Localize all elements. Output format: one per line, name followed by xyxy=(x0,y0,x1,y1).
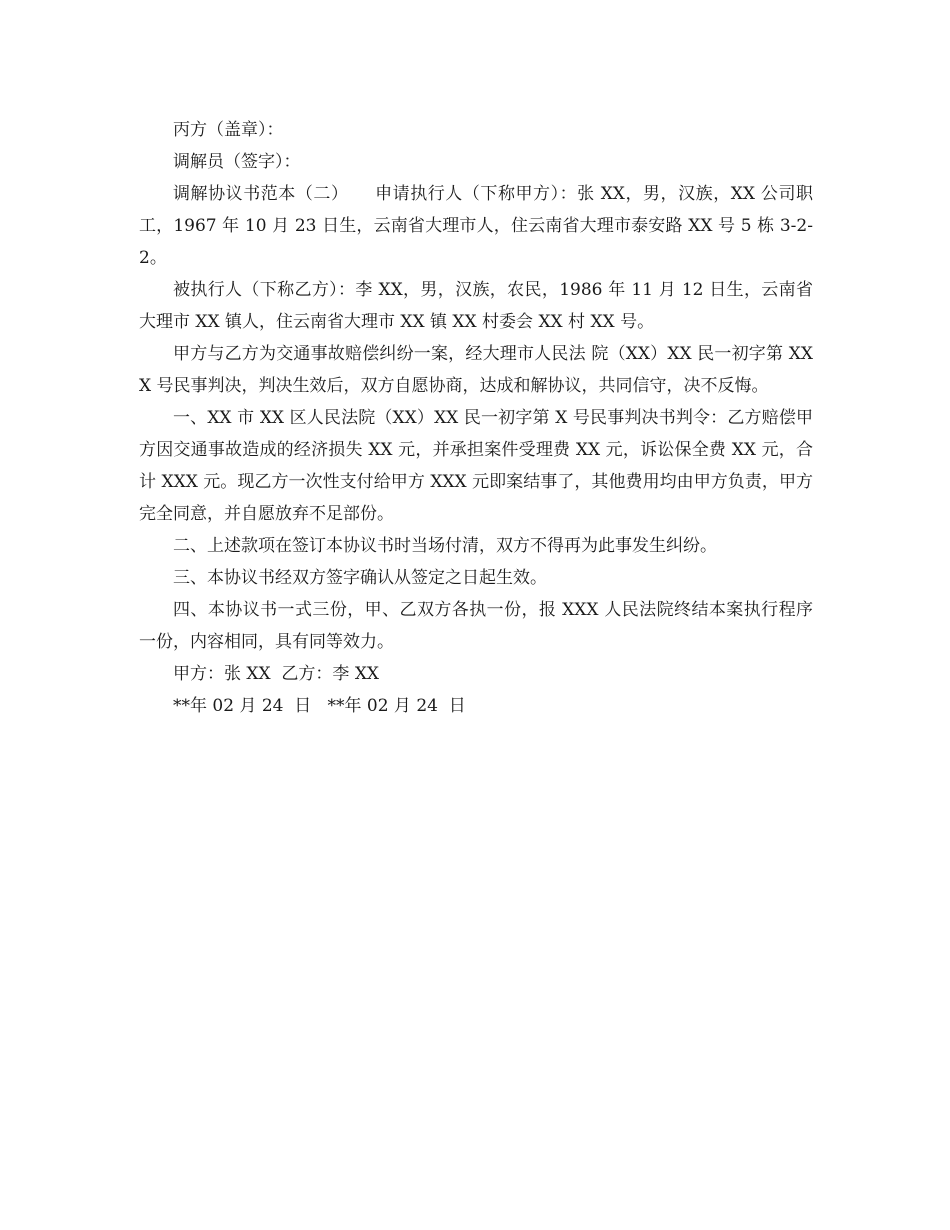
signatures-line: 甲方：张 XX 乙方：李 XX xyxy=(173,664,380,684)
clause-four: 四、本协议书一式三份，甲、乙双方各执一份，报 XXX 人民法院终结本案执行程序一份，内容相同，具有同等效力。 xyxy=(139,600,813,652)
clause-three: 三、本协议书经双方签字确认从签定之日起生效。 xyxy=(173,568,547,588)
document-page xyxy=(139,114,813,722)
applicant-paragraph: 调解协议书范本（二） 申请执行人（下称甲方）：张 XX，男，汉族，XX 公司职工，1967 年 10 月 23 日生，云南省大理市人，住云南省大理市泰安路 XX 号 5 栋 3-2-2。 xyxy=(139,184,813,268)
respondent-paragraph: 被执行人（下称乙方）：李 XX，男，汉族，农民，1986 年 11 月 12 日生，云南省大理市 XX 镇人，住云南省大理市 XX 镇 XX 村委会 XX 村 XX 号。 xyxy=(139,280,813,332)
clause-one: 一、XX 市 XX 区人民法院（XX）XX 民一初字第 X 号民事判决书判令：乙方赔偿甲方因交通事故造成的经济损失 XX 元，并承担案件受理费 XX 元，诉讼保全费 XX 元，合计 XXX 元。现乙方一次性支付给甲方 XXX 元即案结事了，其他费用均由甲方负责，甲方完全同意，并自愿放弃不足部份。 xyxy=(139,408,813,524)
clause-two: 二、上述款项在签订本协议书时当场付清，双方不得再为此事发生纠纷。 xyxy=(173,536,717,556)
party-c-seal-line: 丙方（盖章）： xyxy=(173,120,284,140)
mediator-signature-line: 调解员（签字）： xyxy=(173,152,301,172)
background-paragraph: 甲方与乙方为交通事故赔偿纠纷一案，经大理市人民法 院（XX）XX 民一初字第 XXX 号民事判决，判决生效后，双方自愿协商，达成和解协议，共同信守，决不反悔。 xyxy=(139,344,813,396)
dates-line: **年 02 月 24 日 **年 02 月 24 日 xyxy=(173,696,466,716)
